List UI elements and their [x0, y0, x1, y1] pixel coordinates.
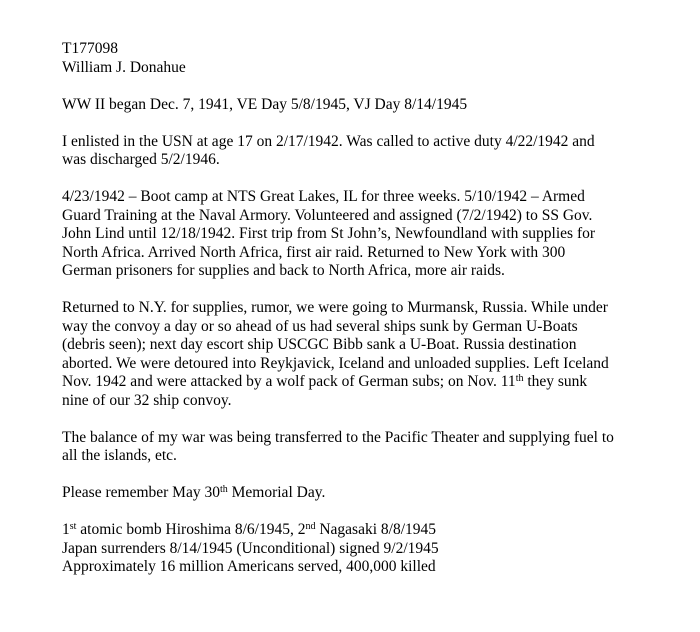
paragraph-pacific	[62, 429, 662, 466]
text-segment: Please remember May 30	[62, 484, 220, 501]
text-line: WW II began Dec. 7, 1941, VE Day 5/8/1945, VJ Day 8/14/1945	[62, 95, 468, 113]
paragraph-convoy	[62, 299, 662, 410]
document-page	[62, 40, 662, 577]
text-line: 4/23/1942 – Boot camp at NTS Great Lakes, IL for three weeks. 5/10/1942 – Armed	[62, 188, 585, 205]
document-id: T177098	[62, 40, 118, 57]
text-line: Approximately 16 million Americans served, 400,000 killed	[62, 558, 436, 575]
paragraph-war-dates	[62, 96, 662, 115]
superscript: nd	[305, 521, 316, 532]
text-line: Japan surrenders 8/14/1945 (Unconditional) signed 9/2/1945	[62, 539, 439, 557]
superscript: th	[515, 373, 524, 384]
author-name: William J. Donahue	[62, 58, 186, 76]
text-segment: they sunk	[523, 373, 588, 390]
text-segment: 1	[62, 521, 70, 538]
text-line: all the islands, etc.	[62, 447, 177, 464]
paragraph-enlistment	[62, 133, 662, 170]
text-line: The balance of my war was being transferred to the Pacific Theater and supplying fuel to	[62, 428, 614, 446]
text-line	[62, 484, 662, 503]
text-line: nine of our 32 ship convoy.	[62, 391, 232, 409]
text-line	[62, 373, 662, 392]
text-line: Guard Training at the Naval Armory. Volunteered and assigned (7/2/1942) to SS Gov.	[62, 206, 593, 224]
text-line: aborted. We were detoured into Reykjavick, Iceland and unloaded supplies. Left Iceland	[62, 354, 609, 372]
text-line: was discharged 5/2/1946.	[62, 151, 220, 168]
paragraph-facts	[62, 521, 662, 577]
text-segment: atomic bomb Hiroshima 8/6/1945, 2	[76, 521, 306, 538]
superscript: th	[219, 484, 228, 495]
text-line: way the convoy a day or so ahead of us had several ships sunk by German U-Boats	[62, 317, 578, 335]
text-line: John Lind until 12/18/1942. First trip from St John’s, Newfoundland with supplies for	[62, 225, 596, 242]
document-header	[62, 40, 662, 77]
text-segment: Nov. 1942 and were attacked by a wolf pack of German subs; on Nov. 11	[62, 373, 516, 390]
text-line: Returned to N.Y. for supplies, rumor, we were going to Murmansk, Russia. While under	[62, 299, 608, 316]
text-segment: Memorial Day.	[227, 484, 326, 501]
superscript: st	[69, 521, 77, 532]
text-segment: Nagasaki 8/8/1945	[315, 521, 437, 538]
text-line: German prisoners for supplies and back to North Africa, more air raids.	[62, 262, 505, 279]
text-line: (debris seen); next day escort ship USCGC Bibb sank a U-Boat. Russia destination	[62, 336, 577, 353]
text-line: I enlisted in the USN at age 17 on 2/17/1942. Was called to active duty 4/22/1942 and	[62, 132, 595, 150]
paragraph-memorial	[62, 484, 662, 503]
text-line	[62, 521, 662, 540]
paragraph-training	[62, 188, 662, 281]
text-line: North Africa. Arrived North Africa, first air raid. Returned to New York with 300	[62, 243, 566, 261]
